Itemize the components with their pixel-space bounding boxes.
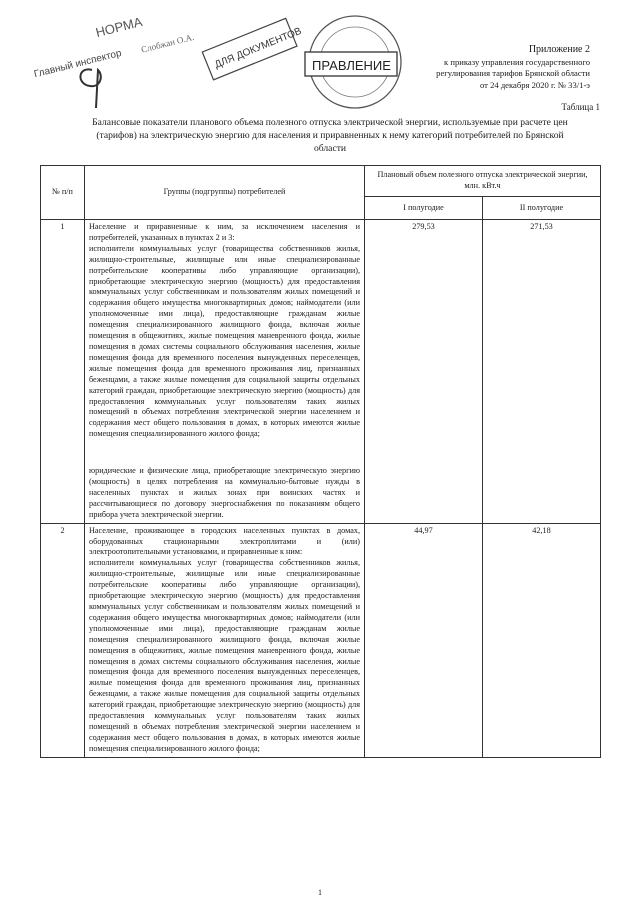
row-number: 2	[41, 523, 85, 757]
row-paragraph: исполнители коммунальных услуг (товарищества собственников жилья, жилищно-строительные, жилищные или иные специализированные потребительские кооперативы либо управляющие организации), приобретающие электрическую энергию (мощность) для предоставления коммунальных услуг собственникам и пользователям жилых помещений и содержания общего имущества многоквартирных домов; наймодатели (или уполномоченные ими лица), предоставляющие гражданам жилые помещения специализированного жилищного фонда, включая жилые помещения в общежитиях, жилые помещения маневренного фонда, жилые помещения в домах системы социального обслуживания населения, жилые помещения фонда для временного поселения вынужденных переселенцев, жилые помещения фонда для временного проживания лиц, признанных беженцами, а также жилые помещения для социальной защиты отдельных категорий граждан, приобретающие электрическую энергию (мощность) для предоставления коммунальных услуг пользователям таких жилых помещений в объемах потребления электрической энергии населением и содержания мест общего пользования в домах, в которых имеются жилые помещения специализированного жилого фонда;	[89, 558, 360, 753]
table-row	[41, 523, 601, 757]
header-group: Группы (подгруппы) потребителей	[85, 166, 365, 220]
header-num: № п/п	[41, 166, 85, 220]
page-number: 1	[318, 888, 322, 897]
value-half-1: 279,53	[365, 220, 483, 524]
header-half-2: II полугодие	[483, 197, 601, 220]
center-stamp-text: ДЛЯ ДОКУМЕНТОВ	[213, 25, 304, 71]
row-description	[85, 220, 365, 524]
appendix-block	[380, 44, 590, 91]
row-intro: Население, проживающее в городских населенных пунктах в домах, оборудованных стационарными электроплитами и (или) электроотопительными установками, и приравненные к ним:	[89, 525, 360, 557]
left-stamp-mid: Главный инспектор	[32, 47, 123, 81]
round-seal-text: ПРАВЛЕНИЕ	[312, 58, 391, 73]
signature-mark	[80, 69, 100, 108]
left-stamp-name: Слобжан О.А.	[140, 31, 196, 55]
value-half-1: 44,97	[365, 523, 483, 757]
document-heading: Балансовые показатели планового объема полезного отпуска электрической энергии, используемые при расчете цен (тарифов) на электрическую энергию для населения и приравненных к нему категорий потребителей по Брянской области	[92, 117, 568, 154]
row-description	[85, 523, 365, 757]
value-half-2: 42,18	[483, 523, 601, 757]
appendix-line-2: регулирования тарифов Брянской области	[436, 68, 590, 78]
appendix-line-1: к приказу управления государственного	[444, 56, 590, 67]
left-stamp-top: НОРМА	[94, 14, 144, 41]
appendix-title: Приложение 2	[528, 44, 590, 55]
row-paragraph: юридические и физические лица, приобретающие электрическую энергию (мощность) в целях потребления на коммунально-бытовые нужды в населенных пунктах и жилых зонах при воинских частях и рассчитывающиеся по договору энергоснабжения по показаниям общего прибора учета электрической энергии.	[89, 466, 360, 519]
center-stamp	[202, 15, 306, 80]
row-intro: Население и приравненные к ним, за исключением населения и потребителей, указанных в пунктах 2 и 3:	[89, 222, 360, 242]
row-paragraph: исполнители коммунальных услуг (товарищества собственников жилья, жилищно-строительные, жилищные или иные специализированные потребительские кооперативы либо управляющие организации), приобретающие электрическую энергию (мощность) для предоставления коммунальных услуг собственникам и пользователям жилых помещений и содержания общего имущества многоквартирных домов; наймодатели (или уполномоченные ими лица), предоставляющие гражданам жилые помещения специализированного жилищного фонда, включая жилые помещения в общежитиях, жилые помещения маневренного фонда, жилые помещения в домах системы социального обслуживания населения, жилые помещения фонда для временного поселения вынужденных переселенцев, жилые помещения фонда для временного проживания лиц, признанных беженцами, а также жилые помещения для социальной защиты отдельных категорий граждан, приобретающие электрическую энергию (мощность) для предоставления коммунальных услуг пользователям таких жилых помещений в объемах потребления электрической энергии населением и содержания мест общего пользования в домах, в которых имеются жилые помещения специализированного жилого фонда;	[89, 243, 360, 439]
left-stamp	[26, 3, 195, 82]
header-half-1: I полугодие	[365, 197, 483, 220]
balance-table	[40, 165, 601, 758]
appendix-line-3: от 24 декабря 2020 г. № 33/1-э	[479, 79, 590, 90]
table-row	[41, 220, 601, 524]
table-header-row	[41, 166, 601, 197]
header-volume: Плановый объем полезного отпуска электрической энергии, млн. кВт.ч	[365, 166, 601, 197]
value-half-2: 271,53	[483, 220, 601, 524]
row-number: 1	[41, 220, 85, 524]
table-label: Таблица 1	[561, 102, 600, 112]
